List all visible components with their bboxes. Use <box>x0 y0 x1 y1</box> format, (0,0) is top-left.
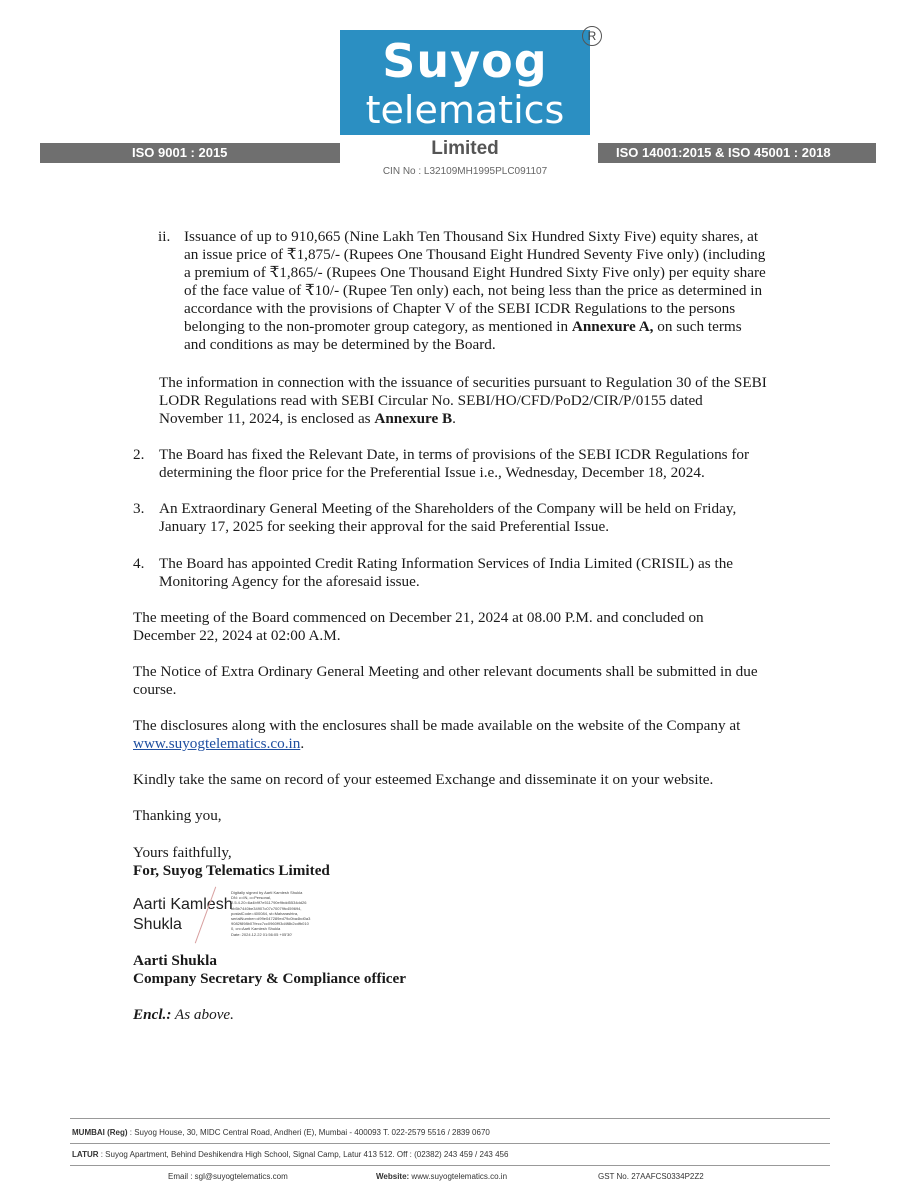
website-text[interactable]: www.suyogtelematics.co.in <box>409 1172 508 1181</box>
signature-detail-line: 2.5.4.20=6a4b9f7e511790e9bdd5534dd26 <box>231 900 307 906</box>
cin-number: CIN No : L32109MH1995PLC091107 <box>382 166 548 177</box>
item-4-number: 4. <box>133 555 145 572</box>
item-ii-paragraph <box>184 228 780 354</box>
signature-detail-line: 0, cn=Aarti Kamlesh Shukla <box>231 926 281 932</box>
footer-divider-mid <box>70 1143 830 1144</box>
signatory-designation: Company Secretary & Compliance officer <box>133 970 407 987</box>
item-ii-number: ii. <box>158 228 171 245</box>
item-4-paragraph <box>159 555 780 591</box>
disclosure-end: . <box>300 735 305 752</box>
footer-gst: GST No. 27AAFCS0334P2Z2 <box>598 1172 704 1181</box>
footer-latur-address <box>72 1150 508 1159</box>
kindly-line: Kindly take the same on record of your esteemed Exchange and disseminate it on your website. <box>133 771 714 788</box>
footer-mumbai-address <box>72 1128 490 1137</box>
info-paragraph <box>159 374 780 428</box>
info-line <box>159 410 780 428</box>
signature-details <box>231 890 341 937</box>
signer-name-line2: Shukla <box>133 916 182 933</box>
item-ii-line: and conditions as may be determined by the Board. <box>184 336 496 353</box>
logo-text-telematics: telematics <box>365 88 565 132</box>
annexure-b-ref: Annexure B <box>374 410 453 427</box>
item-2-paragraph <box>159 446 780 482</box>
notice-line: course. <box>133 681 177 698</box>
item-2-line: determining the floor price for the Preferential Issue i.e., Wednesday, December 18, 2024. <box>159 464 705 481</box>
for-company-text: For, Suyog Telematics Limited <box>133 862 330 879</box>
footer-divider-bottom <box>70 1165 830 1166</box>
item-3-paragraph <box>159 500 780 536</box>
info-line: The information in connection with the issuance of securities pursuant to Regulation 30 of the SEBI <box>159 374 767 391</box>
footer-divider-top <box>70 1118 830 1119</box>
item-3-line: January 17, 2025 for seeking their approval for the said Preferential Issue. <box>159 518 609 535</box>
signatory-name: Aarti Shukla <box>133 952 217 969</box>
footer-website <box>376 1172 507 1181</box>
item-4-line: Monitoring Agency for the aforesaid issue. <box>159 573 420 590</box>
encl-value: As above. <box>171 1006 234 1023</box>
item-ii-line: Issuance of up to 910,665 (Nine Lakh Ten Thousand Six Hundred Sixty Five) equity shares, at <box>184 228 759 245</box>
signature-detail-line: 9082f898b07fecc7cc0960f93d4f8b2cdfb010 <box>231 921 309 927</box>
item-ii-line: accordance with the provisions of Chapter V of the SEBI ICDR Regulations to the persons <box>184 300 736 317</box>
signature-detail-line: postalCode=400084, st=Maharashtra, <box>231 910 299 916</box>
notice-line: The Notice of Extra Ordinary General Meeting and other relevant documents shall be submitted in due <box>133 663 758 680</box>
item-2-number: 2. <box>133 446 145 463</box>
disclosure-line <box>133 735 780 753</box>
enclosure-line <box>133 1006 234 1024</box>
item-3-line: An Extraordinary General Meeting of the Shareholders of the Company will be held on Friday, <box>159 500 737 517</box>
info-line3a: November 11, 2024, is enclosed as <box>159 410 375 427</box>
footer-email <box>168 1172 288 1181</box>
signature-detail-line: serialNumber=d99e047289ed79c0ba4bd0a3 <box>231 916 311 922</box>
item-3-number: 3. <box>133 500 145 517</box>
item-ii-line6b: on such terms <box>653 318 742 335</box>
item-ii-line <box>184 318 780 336</box>
disclosure-line: The disclosures along with the enclosures shall be made available on the website of the Company at <box>133 717 741 734</box>
meeting-paragraph <box>133 609 780 645</box>
signature-detail-line: Date: 2024.12.22 01:56:05 +05'30' <box>231 931 293 937</box>
company-website-link[interactable]: www.suyogtelematics.co.in <box>133 735 301 752</box>
info-line: LODR Regulations read with SEBI Circular No. SEBI/HO/CFD/PoD2/CIR/P/0155 dated <box>159 392 703 409</box>
iso-right-bar: ISO 14001:2015 & ISO 45001 : 2018 <box>598 143 876 163</box>
latur-text: : Suyog Apartment, Behind Deshikendra High School, Signal Camp, Latur 413 512. Off : (02382) 243 459 / 243 456 <box>98 1150 509 1159</box>
yours-faithfully: Yours faithfully, <box>133 844 232 861</box>
meeting-line: December 22, 2024 at 02:00 A.M. <box>133 627 341 644</box>
email-label: Email <box>168 1172 189 1181</box>
signature-detail-line: Digitally signed by Aarti Kamlesh Shukla <box>231 890 303 895</box>
item-4-line: The Board has appointed Credit Rating Information Services of India Limited (CRISIL) as the <box>159 555 734 572</box>
thanking-line: Thanking you, <box>133 807 222 824</box>
notice-paragraph <box>133 663 780 699</box>
logo-text-suyog: Suyog <box>382 34 548 88</box>
email-text[interactable]: : sgl@suyogtelematics.com <box>188 1172 288 1181</box>
item-2-line: The Board has fixed the Relevant Date, in terms of provisions of the SEBI ICDR Regulations for <box>159 446 750 463</box>
for-company <box>133 862 330 880</box>
mumbai-text: : Suyog House, 30, MIDC Central Road, Andheri (E), Mumbai - 400093 T. 022-2579 5516 / 2839 0670 <box>127 1128 490 1137</box>
meeting-line: The meeting of the Board commenced on December 21, 2024 at 08.00 P.M. and concluded on <box>133 609 704 626</box>
item-ii-line: of the face value of ₹10/- (Rupee Ten only) each, not being less than the price as determined in <box>184 282 763 299</box>
disclosure-paragraph <box>133 717 780 753</box>
signature-detail-line: bb5b7440be34907c07c70079fc459694, <box>231 905 302 911</box>
company-logo <box>340 30 590 135</box>
latur-label: LATUR <box>72 1150 99 1159</box>
registered-mark-icon: R <box>582 26 602 46</box>
item-ii-line6a: belonging to the non-promoter group category, as mentioned in <box>184 318 572 335</box>
encl-label: Encl.: <box>133 1006 172 1023</box>
iso-left-bar: ISO 9001 : 2015 <box>40 143 340 163</box>
logo-limited: Limited <box>431 138 499 159</box>
annexure-a-ref: Annexure A, <box>571 318 654 335</box>
signature-detail-line: DN: c=IN, o=Personal, <box>231 895 272 901</box>
item-ii-line: an issue price of ₹1,875/- (Rupees One Thousand Eight Hundred Seventy Five only) (including <box>184 246 766 263</box>
signer-name-line1: Aarti Kamlesh <box>133 896 233 913</box>
item-ii-line: a premium of ₹1,865/- (Rupees One Thousand Eight Hundred Sixty Five only) per equity share <box>184 264 766 281</box>
info-line3b: . <box>452 410 456 427</box>
website-label: Website: <box>376 1172 410 1181</box>
digital-signature <box>133 895 233 935</box>
mumbai-label: MUMBAI (Reg) <box>72 1128 128 1137</box>
